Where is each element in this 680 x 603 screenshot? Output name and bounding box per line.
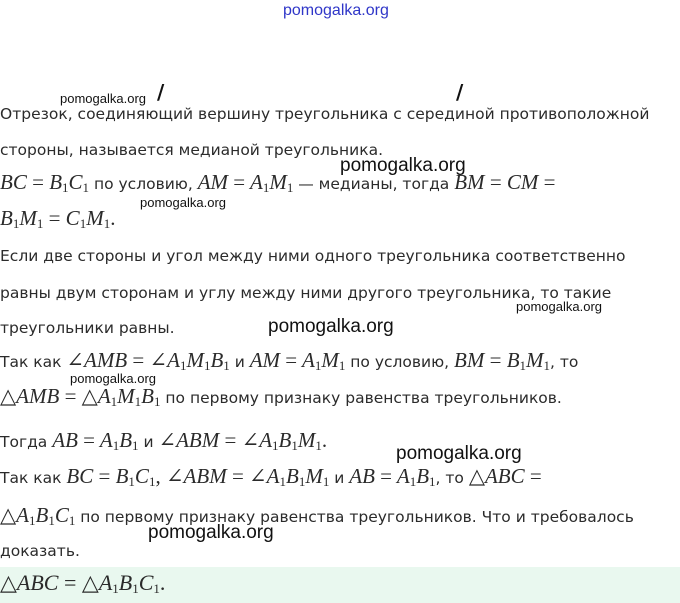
watermark: pomogalka.org xyxy=(516,299,602,314)
math-expression: AM = $A_1M_1$ xyxy=(249,348,346,373)
math-expression: △AMB = $\triangle A_1M_1B_1$ xyxy=(0,384,161,409)
paragraph-line: Отрезок, соединяющий вершину треугольника с серединой противоположной xyxy=(0,105,650,123)
text-fragment: и xyxy=(329,469,350,487)
paragraph-line: стороны, называется медианой треугольника. xyxy=(0,141,384,159)
math-expression: AB = $A_1B_1$ xyxy=(349,464,436,489)
answer-expression: △ABC = $\triangle A_1B_1C_1$. xyxy=(0,570,166,596)
proof-line-11 xyxy=(0,464,542,489)
text-fragment: по условию, xyxy=(89,175,198,193)
watermark: pomogalka.org xyxy=(140,195,226,210)
text-fragment: по первому признаку равенства треугольников. Что и требовалось xyxy=(75,508,634,526)
paragraph-line: равны двум сторонам и углу между ними другого треугольника, то такие xyxy=(0,284,612,302)
watermark: pomogalka.org xyxy=(148,522,274,543)
math-expression: BC = $B_1C_1$ xyxy=(0,170,90,195)
text-fragment: и xyxy=(229,353,250,371)
paragraph-line: треугольники равны. xyxy=(0,319,175,337)
text-fragment: Тогда xyxy=(0,433,53,451)
text-fragment: Так как xyxy=(0,469,67,487)
text-fragment: Так как xyxy=(0,353,67,371)
proof-line-9 xyxy=(0,384,562,409)
watermark: pomogalka.org xyxy=(70,371,156,386)
math-expression: ∠AMB = $\angle A_1M_1B_1$ xyxy=(66,348,230,373)
math-expression: BM = CM = xyxy=(454,170,556,194)
text-fragment: , то xyxy=(550,353,579,371)
proof-line-8 xyxy=(0,348,578,373)
watermark: pomogalka.org xyxy=(340,155,466,176)
watermark: pomogalka.org xyxy=(396,443,522,464)
math-expression: BM = $B_1M_1$ xyxy=(454,348,551,373)
decorative-stroke: / xyxy=(157,80,165,104)
proof-line-3 xyxy=(0,170,556,195)
math-expression: AB = $A_1B_1$ xyxy=(52,428,139,453)
watermark: pomogalka.org xyxy=(60,91,146,106)
text-fragment: по условию, xyxy=(345,353,455,371)
text-fragment: по первому признаку равенства треугольников. xyxy=(160,389,562,407)
paragraph-line: доказать. xyxy=(0,542,80,560)
answer-box xyxy=(0,567,680,603)
math-expression: ∠ABM = $\angle A_1B_1M_1$. xyxy=(158,428,328,453)
proof-line-12 xyxy=(0,503,634,528)
text-fragment: , то xyxy=(435,469,469,487)
decorative-stroke: / xyxy=(456,80,464,104)
math-expression: AM = $A_1M_1$ xyxy=(197,170,294,195)
paragraph-line: Если две стороны и угол между ними одного треугольника соответственно xyxy=(0,247,626,265)
proof-line-4 xyxy=(0,206,115,231)
proof-line-10 xyxy=(0,428,327,453)
math-expression: $\triangle A_1B_1C_1$ xyxy=(0,503,76,528)
math-expression: $B_1M_1 = C_1M_1$. xyxy=(0,206,116,231)
math-expression: BC = $B_1C_1$, ∠ABM = $\angle A_1B_1M_1$ xyxy=(66,464,330,489)
text-fragment: и xyxy=(138,433,159,451)
watermark-top[interactable]: pomogalka.org xyxy=(283,2,389,19)
watermark: pomogalka.org xyxy=(268,316,394,337)
text-fragment: — медианы, тогда xyxy=(293,175,455,193)
math-expression: △ABC = xyxy=(468,464,542,488)
